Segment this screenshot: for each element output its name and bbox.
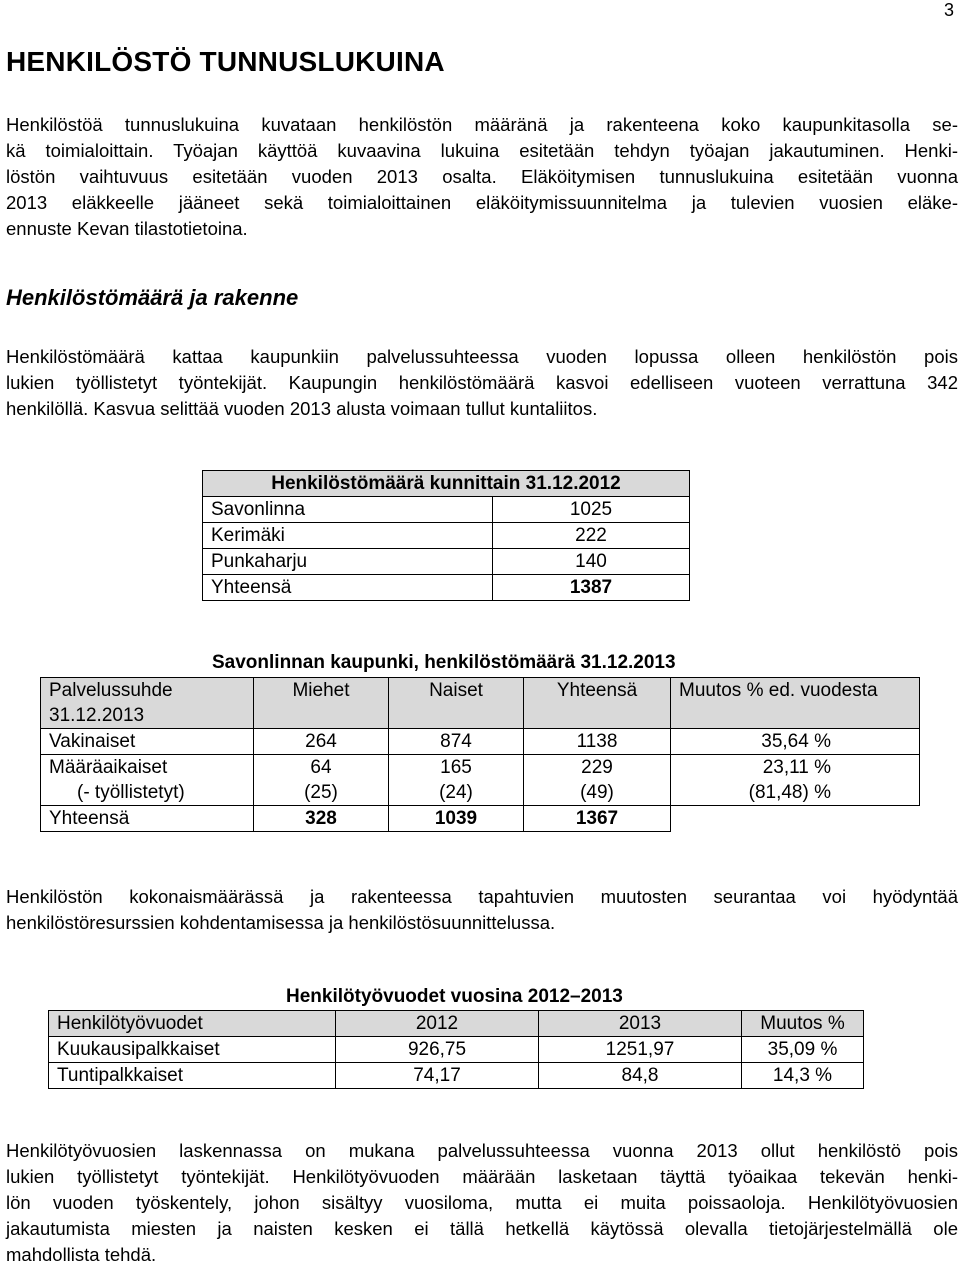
municipality-name: Kerimäki (203, 523, 493, 549)
table-row (41, 755, 920, 806)
section-line: Henkilöstömäärä kattaa kaupunkiin palvelussuhteessa vuoden lopussa olleen henkilöstön pois (6, 346, 958, 367)
section-heading: Henkilöstömäärä ja rakenne (6, 285, 299, 310)
staff-structure-title: Savonlinnan kaupunki, henkilöstömäärä 31.12.2013 (212, 652, 676, 673)
cell-2012: 926,75 (336, 1037, 539, 1063)
total-men: 328 (254, 806, 389, 832)
final-line: jakautumista miesten ja naisten kesken ei tällä hetkellä käytössä olevalla tietojärjestelmällä ole (6, 1218, 958, 1239)
final-paragraph (6, 1138, 958, 1268)
table-row (203, 497, 690, 523)
cell-women: 874 (389, 729, 524, 755)
header-label: Henkilötyövuodet (49, 1011, 336, 1037)
section-line: lukien työllistetyt työntekijät. Kaupungin henkilöstömäärä kasvoi edelliseen vuoteen verrattuna 342 (6, 372, 958, 393)
total-sum: 1367 (524, 806, 671, 832)
intro-line: kä toimialoittain. Työajan käyttöä kuvaavina lukuina esitetään tehdyn työajan jakautuminen. Henki- (6, 140, 958, 161)
total-label: Yhteensä (41, 806, 254, 832)
header-2012: 2012 (336, 1011, 539, 1037)
middle-line: Henkilöstön kokonaismäärässä ja rakenteessa tapahtuvien muutosten seurantaa voi hyödyntää (6, 886, 958, 907)
total-women: 1039 (389, 806, 524, 832)
table-row (41, 729, 920, 755)
table-row (49, 1063, 864, 1089)
header-service-relation (41, 678, 254, 729)
cell-main: 64 (310, 757, 332, 778)
row-label-sub: (- työllistetyt) (77, 782, 185, 803)
header-change: Muutos % ed. vuodesta (671, 678, 920, 729)
section-line: henkilöllä. Kasvua selittää vuoden 2013 alusta voimaan tullut kuntaliitos. (6, 398, 598, 419)
intro-line: 2013 eläkkeelle jääneet sekä toimialoittainen eläköitymissuunnitelma ja tulevien vuosien eläke- (6, 192, 958, 213)
intro-line: Henkilöstöä tunnuslukuina kuvataan henkilöstön määränä ja rakenteena koko kaupunkitasolla se- (6, 114, 958, 135)
cell-sub: (49) (580, 782, 614, 803)
intro-line: löstön vaihtuvuus esitetään vuoden 2013 osalta. Eläköitymisen tunnuslukuina esitetään vuonna (6, 166, 958, 187)
table-row (203, 523, 690, 549)
cell-2013: 84,8 (539, 1063, 742, 1089)
cell-2012: 74,17 (336, 1063, 539, 1089)
intro-line: ennuste Kevan tilastotietoina. (6, 218, 248, 239)
final-line: lukien työllistetyt työntekijät. Henkilötyövuoden määrään lasketaan täyttä työaikaa tekevän henki- (6, 1166, 958, 1187)
row-label (41, 755, 254, 806)
cell-sub: (81,48) % (748, 782, 831, 803)
staff-structure-table (40, 677, 920, 832)
table-header-row (49, 1011, 864, 1037)
row-label: Tuntipalkkaiset (49, 1063, 336, 1089)
cell-2013: 1251,97 (539, 1037, 742, 1063)
municipality-value: 1025 (493, 497, 690, 523)
header-total: Yhteensä (524, 678, 671, 729)
middle-paragraph (6, 884, 958, 936)
page-number: 3 (944, 0, 955, 20)
cell-women (389, 755, 524, 806)
cell-total (524, 755, 671, 806)
row-label: Vakinaiset (41, 729, 254, 755)
table-row (49, 1037, 864, 1063)
final-line: lön vuoden työskentely, johon sisältyy vuosiloma, mutta ei muita poissaoloja. Henkilötyövuosien (6, 1192, 958, 1213)
intro-paragraph (6, 112, 958, 242)
cell-change (671, 755, 920, 806)
person-years-table (48, 1010, 864, 1089)
cell-change: 35,64 % (671, 729, 920, 755)
municipality-value: 140 (493, 549, 690, 575)
cell-change: 14,3 % (742, 1063, 864, 1089)
cell-main: 229 (581, 757, 613, 778)
municipality-name: Punkaharju (203, 549, 493, 575)
cell-total: 1138 (524, 729, 671, 755)
staff-by-municipality-table (202, 470, 690, 601)
header-line: 31.12.2013 (49, 705, 145, 726)
total-label: Yhteensä (203, 575, 493, 601)
person-years-title: Henkilötyövuodet vuosina 2012–2013 (286, 986, 623, 1007)
empty-cell (671, 806, 920, 832)
header-line: Palvelussuhde (49, 680, 173, 701)
cell-sub: (25) (304, 782, 338, 803)
header-men: Miehet (254, 678, 389, 729)
header-change: Muutos % (742, 1011, 864, 1037)
cell-main: 165 (440, 757, 472, 778)
page-title: HENKILÖSTÖ TUNNUSLUKUINA (6, 46, 445, 77)
cell-main: 23,11 % (762, 757, 831, 778)
header-women: Naiset (389, 678, 524, 729)
section-paragraph (6, 344, 958, 422)
table-caption: Henkilöstömäärä kunnittain 31.12.2012 (203, 471, 690, 497)
cell-change: 35,09 % (742, 1037, 864, 1063)
table-total-row (203, 575, 690, 601)
middle-line: henkilöstöresurssien kohdentamisessa ja henkilöstösuunnittelussa. (6, 912, 556, 933)
cell-sub: (24) (439, 782, 473, 803)
final-line: Henkilötyövuosien laskennassa on mukana palvelussuhteessa vuonna 2013 ollut henkilöstö pois (6, 1140, 958, 1161)
municipality-value: 222 (493, 523, 690, 549)
header-2013: 2013 (539, 1011, 742, 1037)
cell-men (254, 755, 389, 806)
total-value: 1387 (493, 575, 690, 601)
final-line: mahdollista tehdä. (6, 1244, 157, 1265)
table-row (203, 549, 690, 575)
row-label: Kuukausipalkkaiset (49, 1037, 336, 1063)
municipality-name: Savonlinna (203, 497, 493, 523)
cell-men: 264 (254, 729, 389, 755)
table-total-row (41, 806, 920, 832)
table-header-row (41, 678, 920, 729)
row-label-main: Määräaikaiset (49, 757, 168, 778)
